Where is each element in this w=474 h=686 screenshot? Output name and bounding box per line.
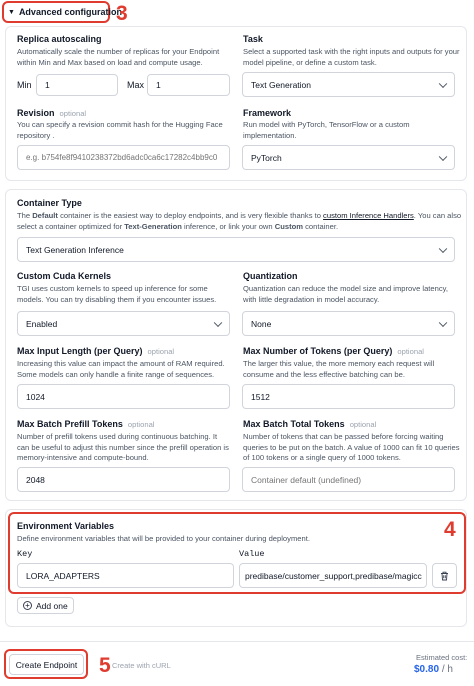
container-type-title: Container Type — [17, 198, 82, 208]
optional-tag: optional — [349, 420, 377, 429]
cuda-kernels-value: Enabled — [26, 318, 58, 329]
cuda-kernels-title: Custom Cuda Kernels — [17, 271, 112, 281]
task-select-value: Text Generation — [251, 79, 312, 90]
estimated-cost-label: Estimated cost: — [416, 653, 468, 662]
replica-autoscaling-title: Replica autoscaling — [17, 34, 102, 44]
env-variables-desc: Define environment variables that will be provided to your container during deployment. — [17, 534, 310, 543]
create-with-curl-link[interactable]: Create with cURL — [112, 661, 171, 670]
estimated-cost — [414, 664, 453, 675]
container-type-select[interactable] — [17, 237, 455, 262]
framework-desc: Run model with PyTorch, TensorFlow or a custom implementation. — [243, 120, 410, 140]
max-tokens-title: Max Number of Tokens (per Query) optional — [243, 346, 424, 356]
annotation-number-4: 4 — [444, 518, 456, 541]
container-type-value: Text Generation Inference — [26, 244, 124, 255]
revision-input[interactable] — [17, 145, 230, 170]
replica-autoscaling-desc: Automatically scale the number of replicas for your Endpoint within Min and Max based on load and compute usage. — [17, 47, 220, 67]
max-input-length-desc: Increasing this value can impact the amount of RAM required. Some models can only handle a finite range of sequences. — [17, 359, 225, 379]
quantization-value: None — [251, 318, 272, 329]
max-input-length-title: Max Input Length (per Query) optional — [17, 346, 175, 356]
custom-handlers-link[interactable]: custom Inference Handlers — [323, 211, 414, 220]
min-replicas-input[interactable]: 1 — [36, 74, 118, 96]
plus-circle-icon: + — [23, 601, 32, 610]
max-tokens-input[interactable]: 1512 — [242, 384, 455, 409]
batch-total-tokens-title: Max Batch Total Tokens optional — [243, 419, 377, 429]
task-title: Task — [243, 34, 263, 44]
revision-title: Revision optional — [17, 108, 87, 118]
max-input-length-input[interactable]: 1024 — [17, 384, 230, 409]
advanced-config-toggle[interactable] — [8, 5, 122, 19]
prefill-tokens-desc: Number of prefill tokens used during continuous batching. It can be useful to adjust this number since the prefill operation is memory-intensive and compute-bound. — [17, 432, 229, 462]
quantization-title: Quantization — [243, 271, 298, 281]
prefill-tokens-input[interactable]: 2048 — [17, 467, 230, 492]
prefill-tokens-title: Max Batch Prefill Tokens optional — [17, 419, 155, 429]
add-env-label: Add one — [36, 600, 68, 611]
chevron-down-icon — [439, 79, 447, 87]
task-select[interactable] — [242, 72, 455, 97]
optional-tag: optional — [147, 347, 175, 356]
env-key-input[interactable]: LORA_ADAPTERS — [17, 563, 234, 588]
framework-select[interactable] — [242, 145, 455, 170]
chevron-down-icon — [439, 318, 447, 326]
add-env-button[interactable] — [17, 597, 74, 614]
quantization-desc: Quantization can reduce the model size and improve latency, with little degradation in model accuracy. — [243, 284, 449, 304]
create-endpoint-button[interactable]: Create Endpoint — [9, 654, 84, 675]
batch-total-tokens-desc: Number of tokens that can be passed before forcing waiting queries to be put on the batch. A value of 1000 can fit 10 queries of 100 tokens or a single query of 1000 tokens. — [243, 432, 460, 462]
framework-select-value: PyTorch — [251, 152, 282, 163]
optional-tag: optional — [59, 109, 87, 118]
max-tokens-desc: The larger this value, the more memory each request will consume and the less effective batching can be. — [243, 359, 435, 379]
optional-tag: optional — [127, 420, 155, 429]
min-label: Min — [17, 80, 32, 90]
delete-env-button[interactable] — [432, 563, 457, 588]
cuda-kernels-desc: TGI uses custom kernels to speed up inference for some models. You can try disabling them if you encounter issues. — [17, 284, 217, 304]
annotation-number-5: 5 — [99, 654, 111, 677]
cost-unit: / h — [441, 664, 453, 675]
env-value-input[interactable]: predibase/customer_support,predibase/magicc — [239, 563, 427, 588]
max-label: Max — [127, 80, 145, 90]
triangle-down-icon: ▼ — [8, 8, 15, 16]
chevron-down-icon — [439, 152, 447, 160]
task-desc: Select a supported task with the right inputs and outputs for your model pipeline, or define a custom task. — [243, 47, 460, 67]
max-replicas-input[interactable]: 1 — [147, 74, 230, 96]
chevron-down-icon — [214, 318, 222, 326]
trash-icon — [440, 571, 449, 581]
batch-total-tokens-input[interactable] — [242, 467, 455, 492]
optional-tag: optional — [397, 347, 424, 356]
quantization-select[interactable] — [242, 311, 455, 336]
advanced-config-label: Advanced configuration — [18, 7, 122, 17]
container-type-desc: The Default container is the easiest way to deploy endpoints, and is very flexible thanks to custom Inference Handlers. You can also select a container optimized for Text-Generation inference, or link your own Custom container. — [17, 211, 462, 231]
chevron-down-icon — [439, 244, 447, 252]
footer-divider — [0, 641, 474, 642]
cuda-kernels-select[interactable] — [17, 311, 230, 336]
env-variables-title: Environment Variables — [17, 521, 115, 531]
revision-desc: You can specify a revision commit hash for the Hugging Face repository . — [17, 120, 223, 140]
framework-title: Framework — [243, 108, 292, 118]
cost-value: $0.80 — [414, 664, 440, 675]
env-key-label: Key — [17, 549, 33, 559]
env-value-label: Value — [239, 549, 265, 559]
annotation-number-3: 3 — [116, 2, 128, 25]
